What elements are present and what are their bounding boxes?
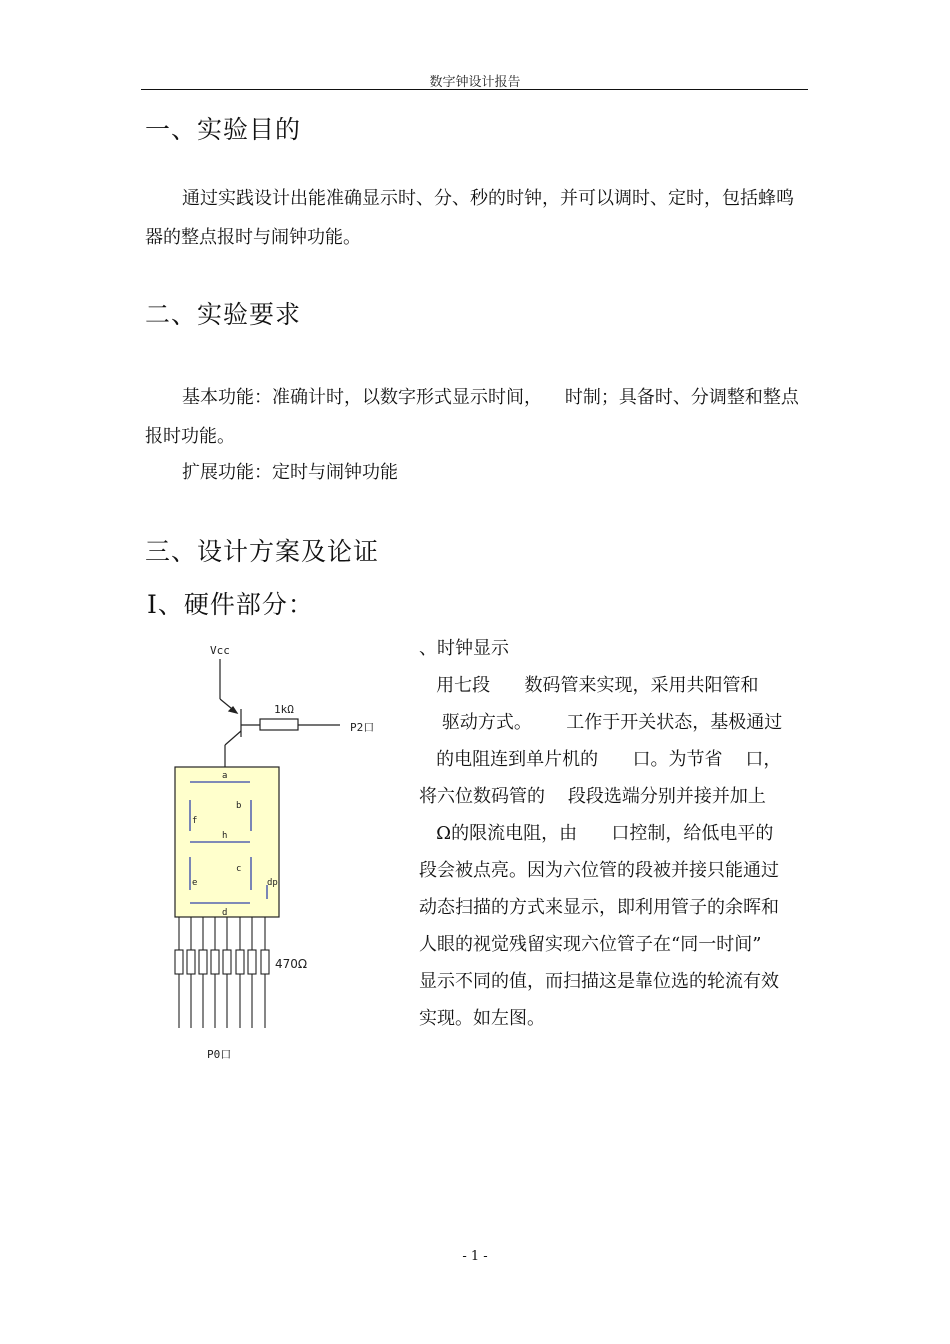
segment-c-label: c xyxy=(236,864,242,874)
basic-function-paragraph: 基本功能：准确计时，以数字形式显示时间， 时制；具备时、分调整和整点报时功能。 xyxy=(145,387,799,447)
clock-line-3: 驱动方式。 工作于开关状态，基极通过 xyxy=(419,712,783,733)
section-title-requirements: 二、实验要求 xyxy=(145,300,302,329)
segment-dp-label: dp xyxy=(267,878,278,888)
clock-line-9: 人眼的视觉残留实现六位管子在“同一时间” xyxy=(419,934,762,955)
p0-port-label: P0口 xyxy=(207,1048,232,1061)
segment-resistor xyxy=(199,950,207,974)
segment-resistor-label: 470Ω xyxy=(275,957,308,971)
page-number: - 1 - xyxy=(462,1249,488,1264)
section-title-purpose: 一、实验目的 xyxy=(145,115,302,144)
segment-resistor xyxy=(248,950,256,974)
section-title-hardware: Ⅰ、硬件部分： xyxy=(147,590,314,619)
clock-line-10: 显示不同的值，而扫描这是靠位选的轮流有效 xyxy=(419,971,779,992)
p2-port-label: P2口 xyxy=(350,721,375,734)
clock-line-8: 动态扫描的方式来显示，即利用管子的余晖和 xyxy=(419,897,779,918)
section-title-design: 三、设计方案及论证 xyxy=(145,537,380,566)
clock-line-4: 的电阻连到单片机的 口。为节省 口， xyxy=(419,749,782,770)
segment-d-label: d xyxy=(222,908,228,918)
segment-f-label: f xyxy=(192,816,198,826)
seven-segment-circuit-diagram xyxy=(165,635,395,1070)
clock-line-6: Ω的限流电阻，由 口控制，给低电平的 xyxy=(419,823,774,844)
segment-resistor xyxy=(223,950,231,974)
clock-display-description xyxy=(419,630,809,1037)
running-header: 数字钟设计报告 xyxy=(429,75,521,90)
clock-line-11: 实现。如左图。 xyxy=(419,1008,545,1029)
header-rule xyxy=(141,89,808,90)
clock-line-5: 将六位数码管的 段段选端分别并接并加上 xyxy=(419,786,766,807)
segment-b-label: b xyxy=(236,801,242,811)
base-resistor-label: 1kΩ xyxy=(274,703,294,716)
segment-resistor xyxy=(236,950,244,974)
segment-resistor xyxy=(261,950,269,974)
segment-h-label: h xyxy=(222,831,228,841)
segment-a-label: a xyxy=(222,771,228,781)
clock-line-2: 用七段 数码管来实现，采用共阳管和 xyxy=(419,675,759,696)
clock-line-1: 、时钟显示 xyxy=(419,638,509,659)
segment-resistor xyxy=(175,950,183,974)
segment-resistor xyxy=(187,950,195,974)
segment-e-label: e xyxy=(192,878,198,888)
purpose-paragraph: 通过实践设计出能准确显示时、分、秒的时钟，并可以调时、定时，包括蜂鸣器的整点报时与闹钟功能。 xyxy=(145,188,794,248)
clock-line-7: 段会被点亮。因为六位管的段被并接只能通过 xyxy=(419,860,779,881)
vcc-label: Vcc xyxy=(210,644,230,657)
extended-function-paragraph: 扩展功能：定时与闹钟功能 xyxy=(182,462,398,483)
segment-resistor xyxy=(211,950,219,974)
